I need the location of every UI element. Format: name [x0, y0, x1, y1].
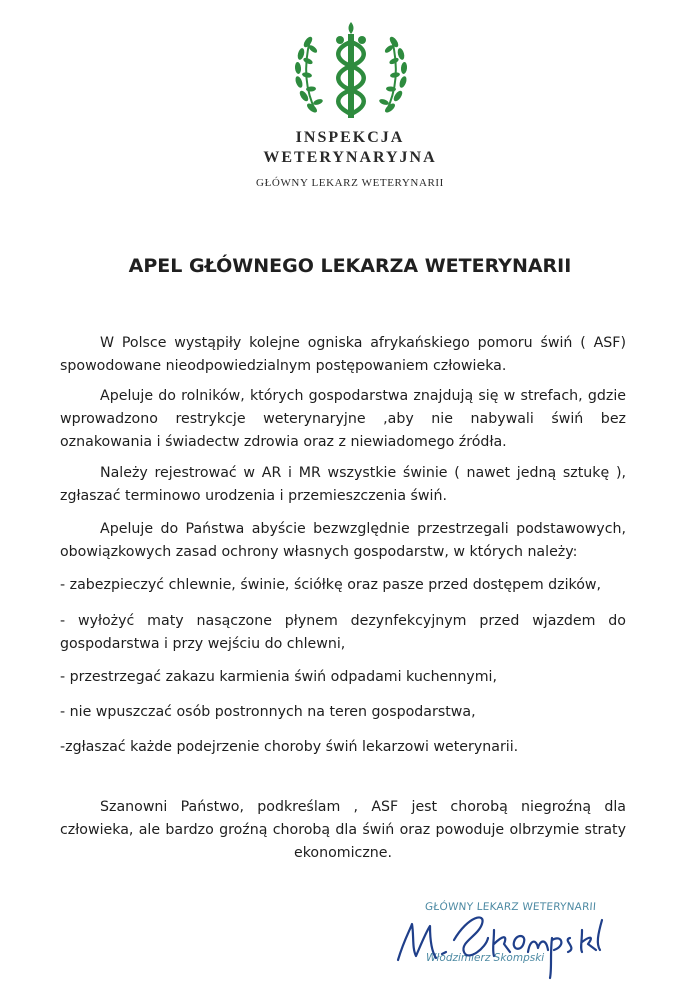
closing-paragraph: Szanowni Państwo, podkreślam , ASF jest chorobą niegroźną dla człowieka, ale bardzo groźną chorobą dla świń oraz powoduje olbrzymie straty ekonomiczne.: [60, 799, 626, 861]
bullet-1: - zabezpieczyć chlewnie, świnie, ściółkę oraz pasze przed dostępem dzików,: [60, 577, 602, 593]
signature-stamp-office: GŁÓWNY LEKARZ WETERYNARII: [424, 901, 597, 913]
signature-stamp-name: Włodzimierz Skompski: [426, 952, 545, 964]
bullet-4: - nie wpuszczać osób postronnych na teren gospodarstwa,: [60, 704, 476, 720]
org-name-line-1: INSPEKCJA: [295, 129, 405, 146]
paragraph-2: Apeluje do rolników, których gospodarstwa znajdują się w strefach, gdzie wprowadzono restrykcje weterynaryjne ,aby nie nabywali świń bez oznakowania i świadectw zdrowia oraz z niewiadomego źródła.: [60, 388, 626, 450]
bullet-3: - przestrzegać zakazu karmienia świń odpadami kuchennymi,: [60, 669, 497, 685]
paragraph-1: W Polsce wystąpiły kolejne ogniska afrykańskiego pomoru świń ( ASF) spowodowane nieodpowiedzialnym postępowaniem człowieka.: [60, 335, 626, 374]
bullet-2: - wyłożyć maty nasączone płynem dezynfekcyjnym przed wjazdem do gospodarstwa i przy wejściu do chlewni,: [60, 613, 626, 652]
org-name-line-2: WETERYNARYJNA: [263, 149, 437, 166]
paragraph-4: Apeluje do Państwa abyście bezwzględnie przestrzegali podstawowych, obowiązkowych zasad ochrony własnych gospodarstw, w których należy:: [60, 521, 626, 560]
paragraph-3: Należy rejestrować w AR i MR wszystkie świnie ( nawet jedną sztukę ), zgłaszać terminowo urodzenia i przemieszczenia świń.: [60, 465, 626, 504]
handwritten-signature: [390, 890, 620, 980]
bullet-5: -zgłaszać każde podejrzenie choroby świń lekarzowi weterynarii.: [60, 739, 519, 755]
veterinary-inspection-logo: [290, 20, 412, 128]
appeal-title: APEL GŁÓWNEGO LEKARZA WETERYNARII: [128, 255, 572, 277]
office-title: GŁÓWNY LEKARZ WETERYNARII: [256, 177, 444, 189]
